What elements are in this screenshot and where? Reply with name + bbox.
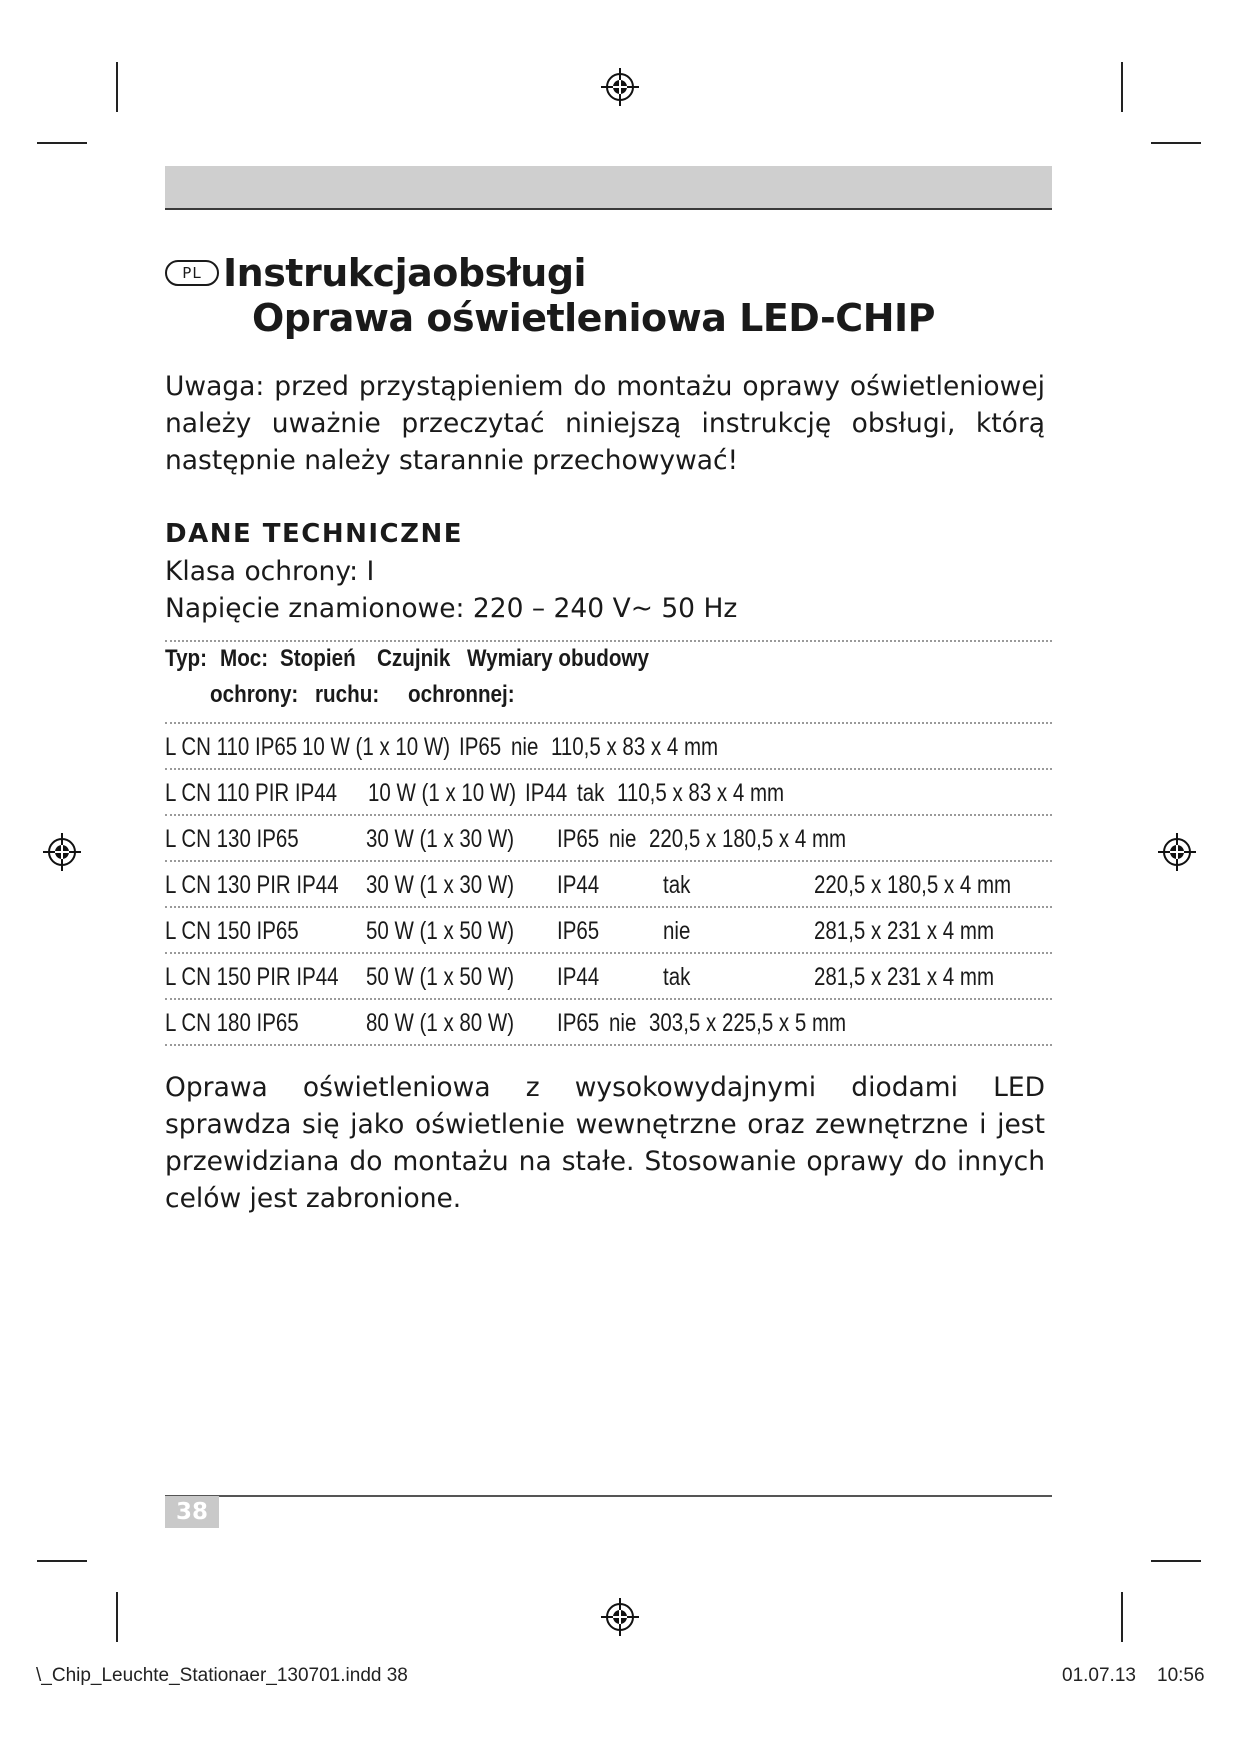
cell-dimensions: 281,5 x 231 x 4 mm — [814, 917, 995, 945]
page-title: Instrukcjaobsługi — [223, 251, 587, 295]
table-end-rule — [165, 1044, 1052, 1046]
cell-dimensions: 281,5 x 231 x 4 mm — [814, 963, 995, 991]
table-row — [165, 906, 1052, 952]
table-row — [165, 814, 1052, 860]
col-header-dimensions-line2: ochronnej: — [408, 681, 515, 708]
footer-rule — [165, 1495, 1052, 1497]
registration-mark-right-icon — [1157, 832, 1197, 872]
col-header-protection-degree: Stopień — [280, 645, 356, 672]
slug-date: 01.07.13 — [1062, 1665, 1136, 1686]
cell-power: 30 W (1 x 30 W) — [366, 825, 515, 853]
cell-ip: IP65 — [557, 825, 600, 853]
col-header-protection-degree-line2: ochrony: — [210, 681, 299, 708]
cell-type: L CN 180 IP65 — [165, 1009, 299, 1037]
table-row — [165, 952, 1052, 998]
cell-ip: IP65 — [557, 1009, 600, 1037]
cell-sensor: nie — [511, 733, 539, 761]
cell-sensor: nie — [663, 917, 691, 945]
header-bar — [165, 166, 1052, 210]
rated-voltage: Napięcie znamionowe: 220 – 240 V~ 50 Hz — [165, 593, 738, 624]
page-number: 38 — [165, 1496, 219, 1528]
cell-dimensions: 220,5 x 180,5 x 4 mm — [814, 871, 1012, 899]
table-row — [165, 768, 1052, 814]
cell-dimensions: 303,5 x 225,5 x 5 mm — [649, 1009, 847, 1037]
cell-power: 10 W (1 x 10 W) — [368, 779, 517, 807]
crop-mark-bottom-right-horizontal — [1151, 1560, 1201, 1562]
cell-ip: IP44 — [557, 963, 600, 991]
table-row — [165, 722, 1052, 768]
crop-mark-top-right-vertical — [1121, 62, 1123, 112]
table-row — [165, 998, 1052, 1044]
col-header-type: Typ: — [165, 645, 208, 672]
cell-ip: IP44 — [525, 779, 568, 807]
cell-sensor: tak — [663, 871, 691, 899]
registration-mark-bottom-icon — [600, 1597, 640, 1637]
intro-paragraph: Uwaga: przed przystąpieniem do montażu oprawy oświetleniowej należy uważnie przeczytać niniejszą instrukcję obsługi, którą następnie należy starannie przechowywać! — [165, 371, 1045, 476]
page-subtitle: Oprawa oświetleniowa LED-CHIP — [252, 296, 935, 340]
crop-mark-top-left-horizontal — [37, 142, 87, 144]
registration-mark-left-icon — [42, 832, 82, 872]
cell-dimensions: 110,5 x 83 x 4 mm — [551, 733, 719, 761]
crop-mark-top-left-vertical — [116, 62, 118, 112]
cell-power: 30 W (1 x 30 W) — [366, 871, 515, 899]
cell-ip: IP65 — [557, 917, 600, 945]
cell-ip: IP44 — [557, 871, 600, 899]
table-header — [165, 640, 1052, 722]
section-heading-technical-data: DANE TECHNICZNE — [165, 519, 464, 549]
table-row — [165, 860, 1052, 906]
cell-type: L CN 110 PIR IP44 — [165, 779, 338, 807]
cell-sensor: nie — [609, 1009, 637, 1037]
cell-power: 80 W (1 x 80 W) — [366, 1009, 515, 1037]
registration-mark-top-icon — [600, 67, 640, 107]
slug-time: 10:56 — [1157, 1665, 1205, 1686]
usage-paragraph: Oprawa oświetleniowa z wysokowydajnymi diodami LED sprawdza się jako oświetlenie wewnętrzne oraz zewnętrzne i jest przewidziana do montażu na stałe. Stosowanie oprawy do innych celów jest zabronione. — [165, 1072, 1045, 1214]
cell-type: L CN 150 PIR IP44 — [165, 963, 339, 991]
cell-type: L CN 150 IP65 — [165, 917, 299, 945]
cell-power: 50 W (1 x 50 W) — [366, 917, 515, 945]
crop-mark-bottom-right-vertical — [1121, 1592, 1123, 1642]
col-header-power: Moc: — [220, 645, 269, 672]
cell-type: L CN 130 IP65 — [165, 825, 299, 853]
col-header-motion-sensor-line2: ruchu: — [315, 681, 380, 708]
slug-filename: \_Chip_Leuchte_Stationaer_130701.indd 38 — [36, 1665, 408, 1686]
cell-type: L CN 130 PIR IP44 — [165, 871, 339, 899]
cell-sensor: nie — [609, 825, 637, 853]
cell-dimensions: 220,5 x 180,5 x 4 mm — [649, 825, 847, 853]
crop-mark-top-right-horizontal — [1151, 142, 1201, 144]
col-header-dimensions: Wymiary obudowy — [467, 645, 649, 672]
crop-mark-bottom-left-vertical — [116, 1592, 118, 1642]
cell-ip: IP65 — [459, 733, 502, 761]
spec-table — [165, 640, 1052, 1046]
col-header-motion-sensor: Czujnik — [377, 645, 451, 672]
cell-dimensions: 110,5 x 83 x 4 mm — [617, 779, 785, 807]
cell-power: 50 W (1 x 50 W) — [366, 963, 515, 991]
cell-type: L CN 110 IP65 — [165, 733, 298, 761]
protection-class: Klasa ochrony: I — [165, 556, 375, 587]
cell-sensor: tak — [577, 779, 605, 807]
cell-power: 10 W (1 x 10 W) — [302, 733, 451, 761]
cell-sensor: tak — [663, 963, 691, 991]
language-badge: PL — [165, 260, 219, 286]
crop-mark-bottom-left-horizontal — [37, 1560, 87, 1562]
